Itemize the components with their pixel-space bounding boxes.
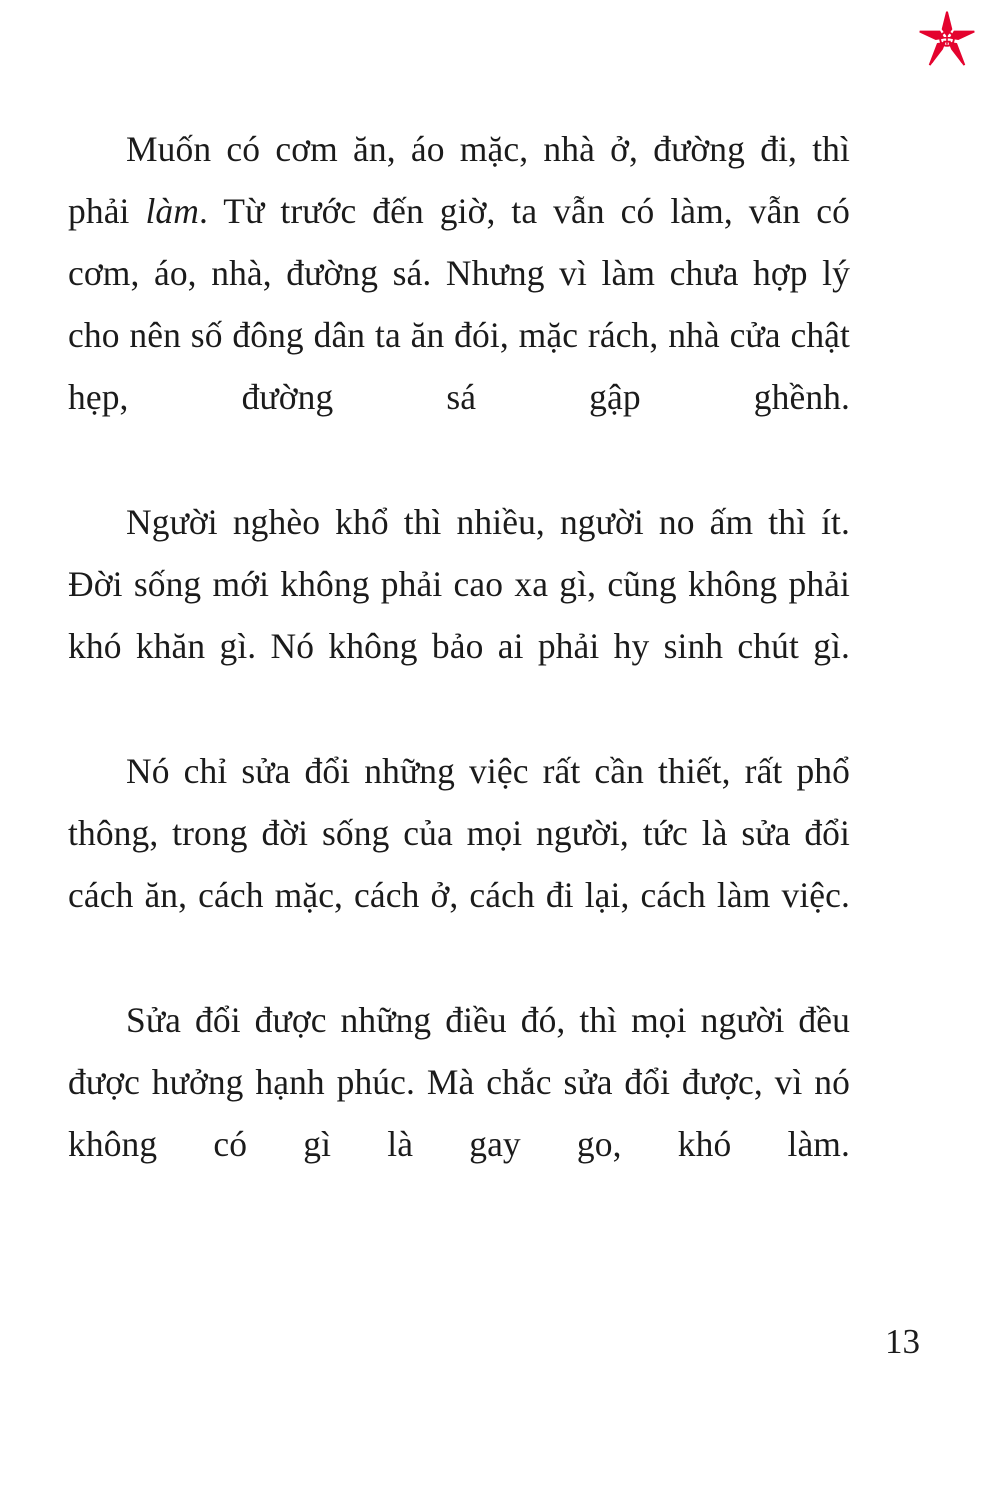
body-text: [68, 118, 850, 1237]
text-run: Nó chỉ sửa đổi những việc rất cần thiết, rất phổ thông, trong đời sống của mọi người, tức là sửa đổi cách ăn, cách mặc, cách ở, cách đi lại, cách làm việc.: [68, 751, 850, 915]
text-run: Muốn có cơm ăn, áo mặc, nhà ở, đường đi, thì phải: [68, 129, 850, 231]
text-run: Người nghèo khổ thì nhiều, người no ấm thì ít. Đời sống mới không phải cao xa gì, cũng không phải khó khăn gì. Nó không bảo ai phải hy sinh chút gì.: [68, 502, 850, 666]
paragraph: [68, 740, 850, 988]
text-run: Sửa đổi được những điều đó, thì mọi người đều được hưởng hạnh phúc. Mà chắc sửa đổi được, vì nó không có gì là gay go, khó làm.: [68, 1000, 850, 1164]
paragraph: [68, 118, 850, 490]
star-flower-ornament-icon: [916, 8, 978, 70]
text-run: . Từ trước đến giờ, ta vẫn có làm, vẫn có cơm, áo, nhà, đường sá. Nhưng vì làm chưa hợp lý cho nên số đông dân ta ăn đói, mặc rách, nhà cửa chật hẹp, đường sá gập ghềnh.: [68, 191, 850, 417]
paragraph: [68, 491, 850, 739]
page-number: 13: [885, 1322, 920, 1361]
paragraph: [68, 989, 850, 1237]
italic-run: làm: [145, 191, 200, 231]
